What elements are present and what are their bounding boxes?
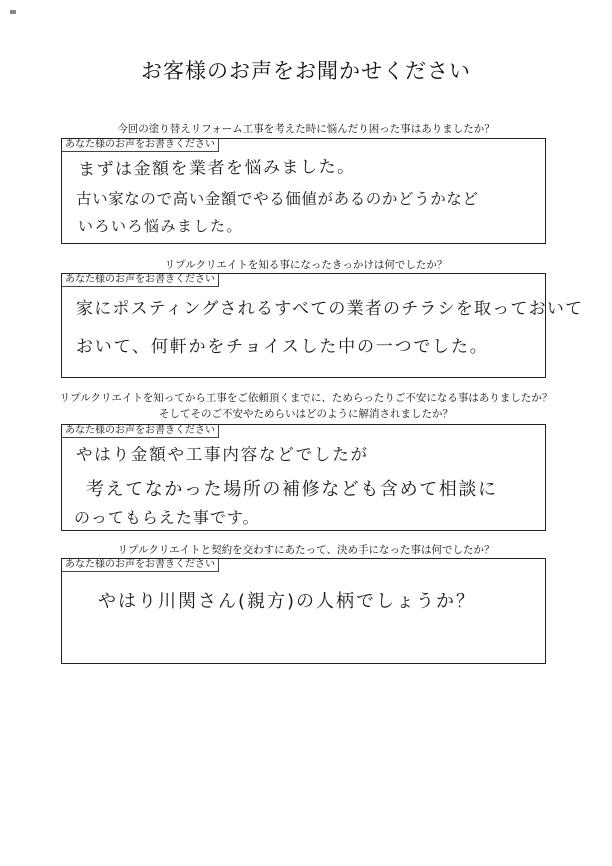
scan-speck [10, 10, 16, 14]
answer-3-line-2: 考えてなかった場所の補修なども含めて相談に [86, 479, 498, 500]
answer-3-line-1: やはり金額や工事内容などでしたが [76, 445, 369, 464]
answer-4-line-1: やはり川関さん(親方)の人柄でしょうか？ [98, 591, 477, 612]
answer-box-4 [61, 558, 546, 664]
page-title: お客様のお声をお聞かせください [141, 59, 471, 83]
answer-2-line-1: 家にポスティングされるすべての業者のチラシを取っておいて [76, 299, 584, 319]
question-4: リプルクリエイトと契約を交わすにあたって、決め手になった事は何でしたか？ [117, 544, 495, 556]
answer-box-2 [61, 273, 584, 378]
question-3-line-1: リプルクリエイトを知ってから工事をご依頼頂くまでに、ためらったりご不安になる事はありましたか？ [59, 392, 553, 404]
answer-1-line-1: まずは金額を業者を悩みました。 [77, 157, 356, 180]
answer-box-label: あなた様のお声をお書きください [62, 274, 219, 287]
answer-1-line-2: 古い家なので高い金額でやる価値があるのかどうかなど [76, 190, 479, 208]
question-2: リプルクリエイトを知る事になったきっかけは何でしたか？ [164, 259, 448, 271]
answer-box-label: あなた様のお声をお書きください [62, 425, 219, 438]
answer-2-line-2: おいて、何軒かをチョイスした中の一つでした。 [76, 337, 489, 357]
answer-box-label: あなた様のお声をお書きください [62, 139, 219, 152]
answer-box-3 [61, 424, 546, 531]
answer-box-1 [61, 138, 546, 244]
question-1: 今回の塗り替えリフォーム工事を考えた時に悩んだり困った事はありましたか？ [117, 123, 495, 135]
question-3-line-2: そしてそのご不安やためらいはどのように解消されましたか？ [159, 408, 453, 420]
answer-3-line-3: のってもらえた事です。 [74, 508, 260, 527]
answer-1-line-3: いろいろ悩みました。 [78, 217, 244, 235]
answer-box-label: あなた様のお声をお書きください [62, 559, 219, 572]
